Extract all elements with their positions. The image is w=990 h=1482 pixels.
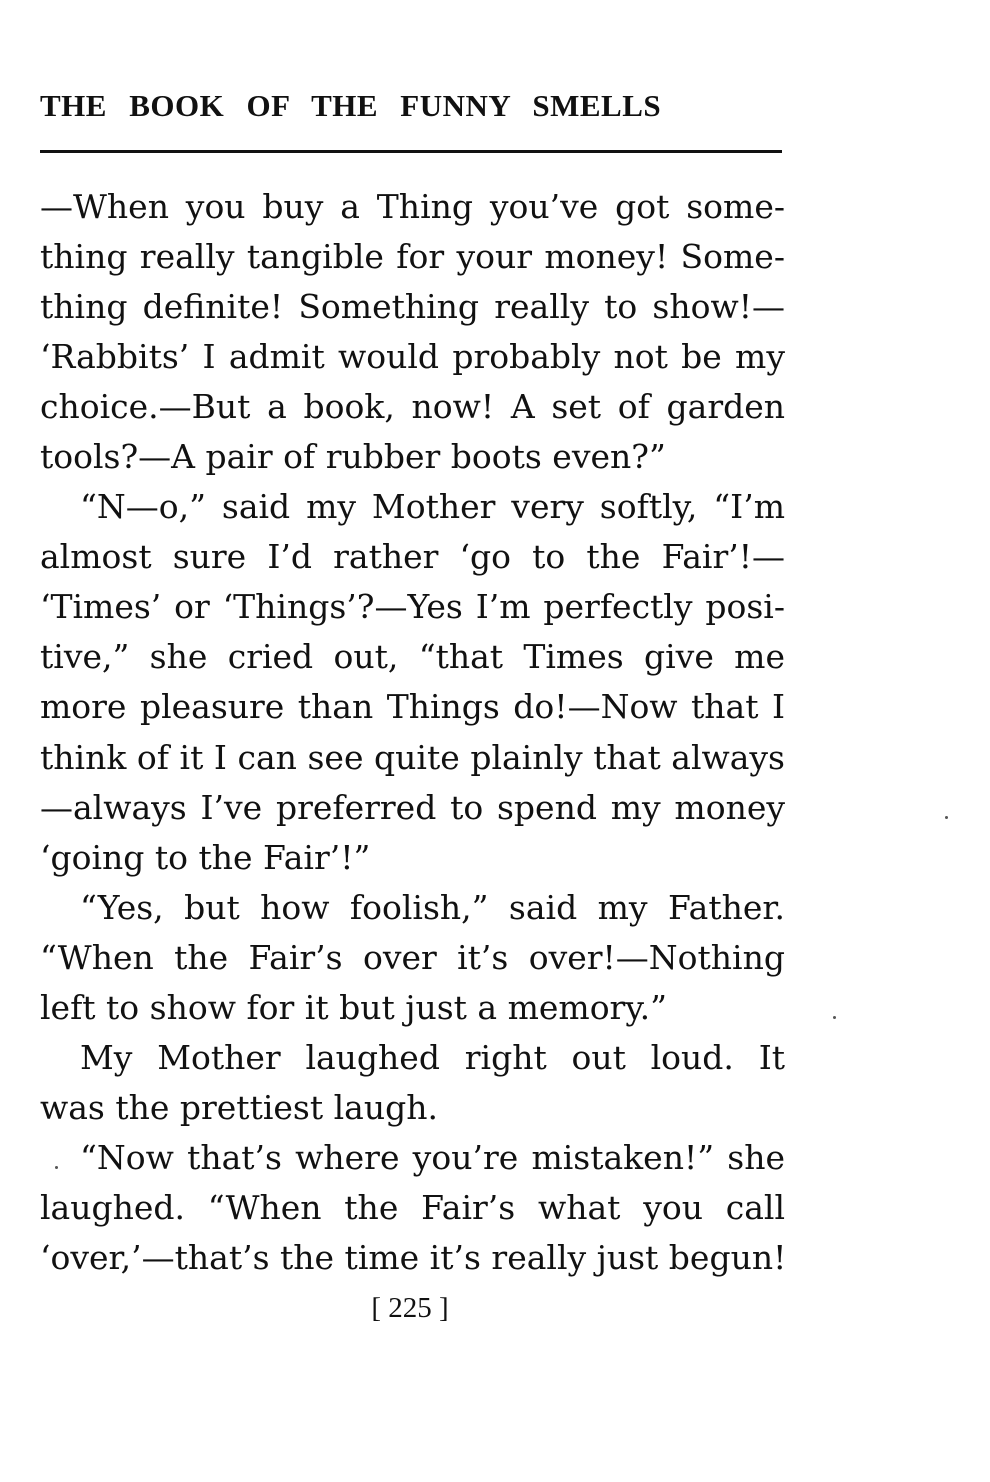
text-line: “Now that’s where you’re mistaken!” she	[80, 1137, 785, 1177]
text-line: ‘going to the Fair’!”	[40, 837, 371, 877]
page-number: [ 225 ]	[371, 1292, 449, 1324]
running-head: THE BOOK OF THE FUNNY SMELLS	[40, 88, 662, 123]
text-line: left to show for it but just a memory.”	[40, 987, 667, 1027]
scan-speck	[55, 1166, 58, 1169]
text-line: laughed. “When the Fair’s what you call	[40, 1187, 785, 1227]
text-line: thing definite! Something really to show!—	[40, 287, 785, 327]
text-line: tive,” she cried out, “that Times give me	[40, 637, 785, 677]
text-line: ‘over,’—that’s the time it’s really just begun!	[40, 1237, 787, 1277]
scan-speck	[945, 816, 948, 819]
text-line: almost sure I’d rather ‘go to the Fair’!—	[40, 537, 785, 577]
text-line: My Mother laughed right out loud. It	[80, 1037, 785, 1077]
text-line: more pleasure than Things do!—Now that I	[40, 687, 785, 727]
text-line: “When the Fair’s over it’s over!—Nothing	[40, 937, 785, 977]
text-line: ‘Times’ or ‘Things’?—Yes I’m perfectly posi-	[40, 587, 785, 627]
body-text	[40, 182, 785, 1283]
scan-speck	[833, 1016, 836, 1019]
text-line: thing really tangible for your money! Some-	[40, 237, 785, 277]
text-line: ‘Rabbits’ I admit would probably not be my	[40, 337, 785, 377]
text-line: was the prettiest laugh.	[40, 1087, 438, 1127]
text-line: tools?—A pair of rubber boots even?”	[40, 437, 666, 477]
text-line: “Yes, but how foolish,” said my Father.	[80, 887, 785, 927]
text-line: “N—o,” said my Mother very softly, “I’m	[80, 487, 785, 527]
text-line: —When you buy a Thing you’ve got some-	[40, 187, 785, 226]
text-line: —always I’ve preferred to spend my money	[40, 787, 785, 827]
text-line: think of it I can see quite plainly that always	[40, 737, 785, 777]
text-line: choice.—But a book, now! A set of garden	[40, 387, 785, 427]
header-rule	[40, 150, 782, 153]
